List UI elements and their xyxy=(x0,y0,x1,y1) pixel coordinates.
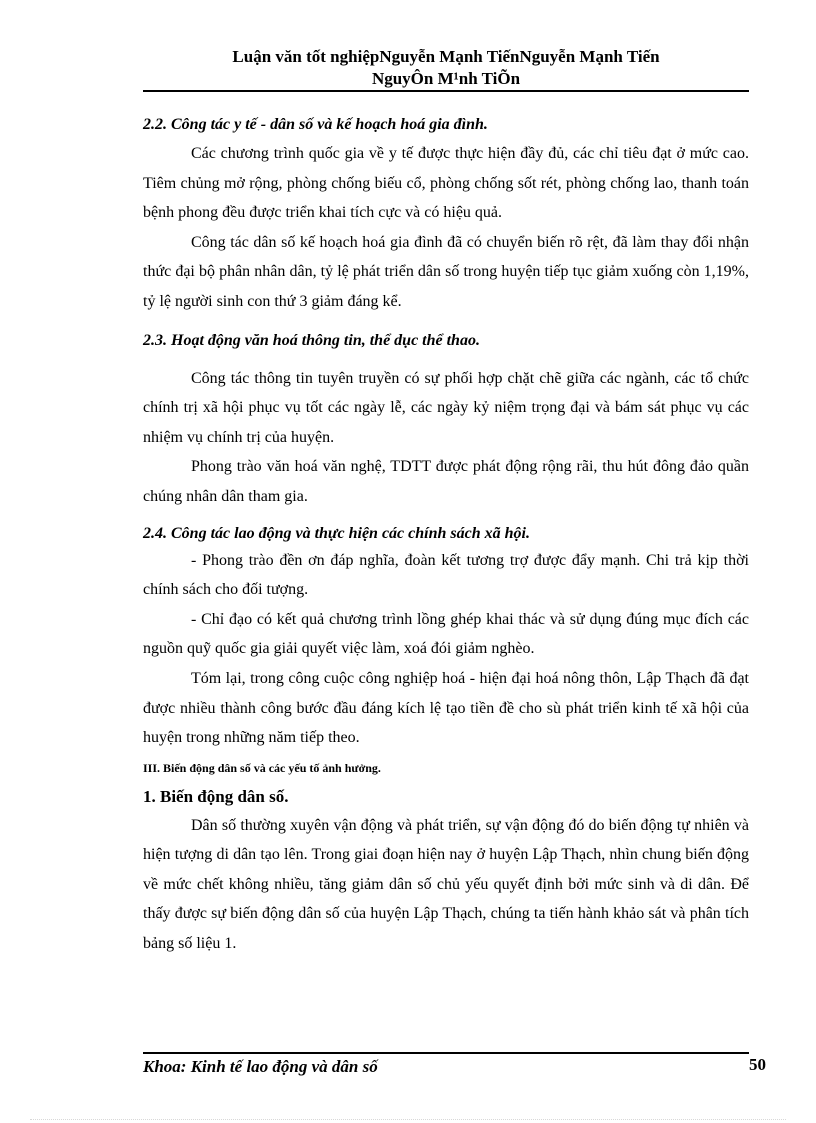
section-2-3-heading: 2.3. Hoạt động văn hoá thông tin, thể dục thể thao. xyxy=(143,331,480,349)
page-header xyxy=(143,46,749,90)
section-2-4-paragraph-1: - Phong trào đền ơn đáp nghĩa, đoàn kết tương trợ được đẩy mạnh. Chi trả kịp thời chính sách cho đối tượng. xyxy=(143,551,749,599)
section-3-1-heading: 1. Biến động dân số. xyxy=(143,786,289,806)
section-2-2-paragraph-1: Các chương trình quốc gia về y tế được thực hiện đầy đủ, các chỉ tiêu đạt ở mức cao. Tiêm chủng mở rộng, phòng chống biếu cổ, phòng chống sốt rét, phòng chống lao, thanh toán bệnh phong đều được triển khai tích cực và có hiệu quả. xyxy=(143,145,749,222)
spacer xyxy=(143,355,749,364)
section-3-1-paragraph-1: Dân số thường xuyên vận động và phát triển, sự vận động đó do biến động tự nhiên và hiện tượng di dân tạo lên. Trong giai đoạn hiện nay ở huyện Lập Thạch, nhìn chung biến động về mức chết không nhiều, tăng giảm dân số chủ yếu quyết định bởi mức sinh và di dân. Để thấy được sự biến động dân số của huyện Lập Thạch, chúng ta tiến hành khảo sát và phân tích bảng số liệu 1. xyxy=(143,816,749,953)
page-bottom-dotted-line xyxy=(30,1119,786,1120)
document-body xyxy=(143,110,749,959)
section-2-2-paragraph-2: Công tác dân số kế hoạch hoá gia đình đã có chuyển biến rõ rệt, đã làm thay đổi nhận thức đại bộ phân nhân dân, tỷ lệ phát triển dân số trong huyện tiếp tục giảm xuống còn 1,19%, tỷ lệ người sinh con thứ 3 giảm đáng kể. xyxy=(143,233,749,310)
header-title-line2: NguyÔn M¹nh TiÕn xyxy=(371,69,521,88)
footer-divider xyxy=(143,1052,749,1054)
section-2-3-paragraph-2: Phong trào văn hoá văn nghệ, TDTT được phát động rộng rãi, thu hút đông đảo quần chúng nhân dân tham gia. xyxy=(143,458,749,505)
header-title-line1: Luận văn tốt nghiệpNguyễn Mạnh TiếnNguyễn Mạnh Tiến xyxy=(232,47,660,66)
section-2-4-heading: 2.4. Công tác lao động và thực hiện các chính sách xã hội. xyxy=(143,524,530,542)
spacer xyxy=(143,512,749,521)
section-2-3-paragraph-1: Công tác thông tin tuyên truyền có sự phối hợp chặt chẽ giữa các ngành, các tổ chức chính trị xã hội phục vụ tốt các ngày lễ, các ngày kỷ niệm trọng đại và bám sát phục vụ các nhiệm vụ chính trị của huyện. xyxy=(143,369,749,446)
page-number: 50 xyxy=(749,1055,766,1074)
section-2-4-paragraph-2: - Chỉ đạo có kết quả chương trình lồng ghép khai thác và sử dụng đúng mục đích các nguồn quỹ quốc gia giải quyết việc làm, xoá đói giảm nghèo. xyxy=(143,610,749,658)
footer-faculty: Khoa: Kinh tế lao động và dân số xyxy=(143,1057,378,1076)
section-2-2-heading: 2.2. Công tác y tế - dân số và kế hoạch hoá gia đình. xyxy=(143,116,488,133)
header-divider xyxy=(143,90,749,92)
spacer xyxy=(143,317,749,326)
section-2-4-paragraph-3: Tóm lại, trong công cuộc công nghiệp hoá - hiện đại hoá nông thôn, Lập Thạch đã đạt được nhiều thành công bước đầu đáng kích lệ tạo tiền đề cho sù phát triển kinh tế xã hội của huyện trong những năm tiếp theo. xyxy=(143,669,749,747)
section-3-heading: III. Biến động dân số và các yếu tố ảnh hưởng. xyxy=(143,760,381,775)
